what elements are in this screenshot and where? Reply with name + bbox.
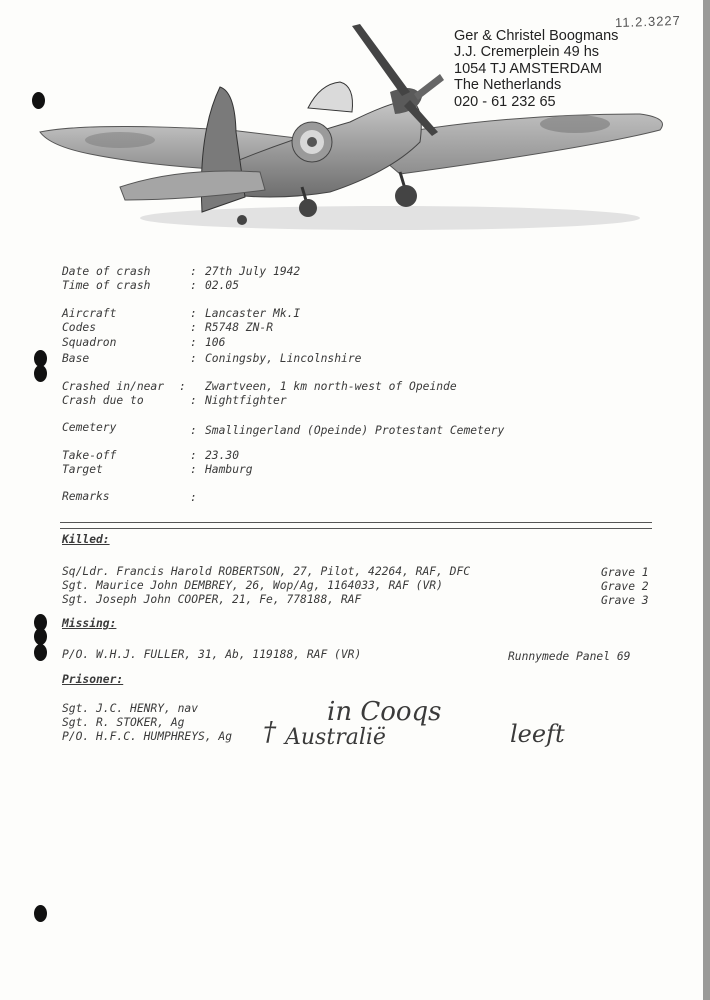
field-value: 27th July 1942 [205,265,301,278]
field-colon: : [190,491,197,504]
field-value: Nightfighter [205,394,287,407]
scan-edge [703,0,710,1000]
handwritten-text: Australië [285,725,386,750]
killed-heading: Killed: [62,533,110,546]
punch-hole [34,644,47,661]
field-colon: : [190,449,197,462]
punch-hole [32,92,45,109]
field-label: Aircraft [62,307,117,320]
field-colon: : [190,463,197,476]
field-colon: : [190,265,197,278]
field-label: Codes [62,321,97,334]
field-label: Remarks [62,490,110,503]
field-colon: : [190,321,197,334]
field-label: Date of crash [62,265,151,278]
field-label: Base [62,352,90,365]
field-label: Crashed in/near [62,380,165,393]
field-label: Crash due to [62,394,144,407]
missing-heading: Missing: [62,617,117,630]
grave-number: Grave 2 [601,580,649,593]
punch-hole [34,628,47,645]
field-colon: : [190,279,197,292]
field-colon: : [190,307,197,320]
address-line: 020 - 61 232 65 [454,93,556,110]
double-rule-divider [60,522,652,529]
field-colon: : [190,394,197,407]
field-value: Zwartveen, 1 km north-west of Opeinde [205,380,457,393]
prisoner-row: Sgt. R. STOKER, Ag [62,716,185,729]
field-value: 23.30 [205,449,240,462]
killed-row: Sgt. Maurice John DEMBREY, 26, Wop/Ag, 1164033, RAF (VR) [62,579,443,592]
handwritten-text: in Cooqs [327,697,442,727]
field-label: Take-off [62,449,117,462]
field-value: 02.05 [205,279,240,292]
memorial-panel: Runnymede Panel 69 [508,650,631,663]
killed-row: Sq/Ldr. Francis Harold ROBERTSON, 27, Pilot, 42264, RAF, DFC [62,565,471,578]
reference-number: 11.2.3227 [614,12,682,31]
handwritten-text: leeft [510,720,565,748]
field-label: Cemetery [62,421,117,434]
punch-hole [34,905,47,922]
field-value: Smallingerland (Opeinde) Protestant Cemetery [205,424,505,437]
grave-number: Grave 1 [601,566,649,579]
field-colon: : [190,352,197,365]
missing-row: P/O. W.H.J. FULLER, 31, Ab, 119188, RAF (VR) [62,648,362,661]
grave-number: Grave 3 [601,594,649,607]
prisoner-row: Sgt. J.C. HENRY, nav [62,702,199,715]
field-colon: : [179,380,186,393]
field-value: 106 [205,336,226,349]
field-colon: : [190,424,197,437]
prisoner-row: P/O. H.F.C. HUMPHREYS, Ag [62,730,233,743]
address-line: The Netherlands [454,77,562,94]
field-colon: : [190,336,197,349]
field-value: R5748 ZN-R [205,321,274,334]
killed-row: Sgt. Joseph John COOPER, 21, Fe, 778188, RAF [62,593,362,606]
handwritten-annotation [255,680,595,770]
address-line: J.J. Cremerplein 49 hs [454,44,600,61]
field-value: Lancaster Mk.I [205,307,301,320]
spitfire-illustration [30,22,690,237]
field-label: Target [62,463,103,476]
field-label: Squadron [62,336,117,349]
punch-hole [34,365,47,382]
field-label: Time of crash [62,279,151,292]
address-line: 1054 TJ AMSTERDAM [454,60,603,77]
address-line: Ger & Christel Boogmans [454,28,619,44]
handwritten-cross: † [263,717,276,747]
field-value: Coningsby, Lincolnshire [205,352,362,365]
prisoner-heading: Prisoner: [62,673,124,686]
field-value: Hamburg [205,463,253,476]
